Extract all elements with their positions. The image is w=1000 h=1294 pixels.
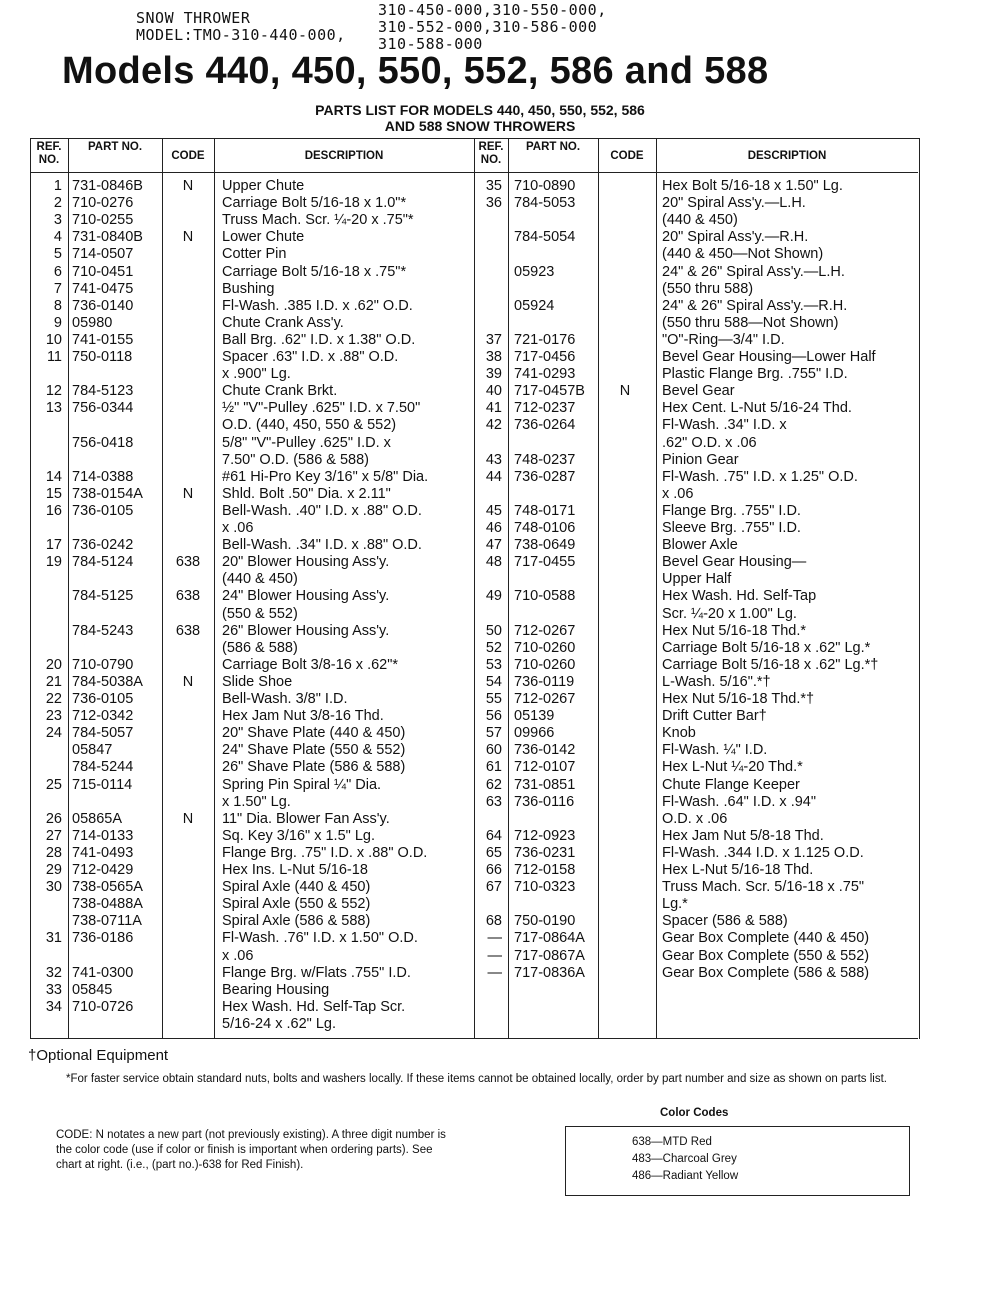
part-number: 784-5123 <box>72 383 134 400</box>
ref-number: 23 <box>45 708 62 725</box>
part-description: Shld. Bolt .50" Dia. x 2.11" <box>222 485 391 502</box>
color-codes-box <box>565 1126 910 1196</box>
part-description: Plastic Flange Brg. .755" I.D. <box>662 366 848 383</box>
part-number: 736-0264 <box>514 417 576 434</box>
ref-number: 15 <box>45 485 62 502</box>
part-number: 736-0142 <box>514 742 576 759</box>
part-description: 5/16-24 x .62" Lg. <box>222 1015 336 1032</box>
part-description: Hex Nut 5/16-18 Thd.* <box>662 622 807 639</box>
ref-number: 27 <box>45 827 62 844</box>
part-number: 738-0154A <box>72 485 143 502</box>
column-divider <box>656 138 657 1038</box>
ref-number: 55 <box>485 691 502 707</box>
part-description: Hex Jam Nut 5/8-18 Thd. <box>662 827 824 844</box>
ref-number: 20 <box>45 656 62 673</box>
part-description: Carriage Bolt 5/16-18 x .62" Lg.* <box>662 639 871 656</box>
part-description: Scr. ¼-20 x 1.00" Lg. <box>662 605 797 622</box>
part-number: 715-0114 <box>72 776 133 793</box>
ref-number: 54 <box>485 673 502 690</box>
ref-number: 64 <box>485 827 502 844</box>
service-footnote: *For faster service obtain standard nuts, bolts and washers locally. If these items cannot be obtained locally, order by part number and size as shown on parts list. <box>66 1073 887 1085</box>
part-description: Fl-Wash. .75" I.D. x 1.25" O.D. <box>662 468 858 485</box>
ref-number: 31 <box>45 930 62 947</box>
part-description: Sleeve Brg. .755" I.D. <box>662 520 801 536</box>
header-part-left: PART NO. <box>87 141 143 153</box>
header-description-left: DESCRIPTION <box>304 150 384 162</box>
ref-number: 24 <box>45 725 62 742</box>
part-number: 748-0106 <box>514 520 576 536</box>
ref-number: 57 <box>485 725 502 742</box>
part-description: (440 & 450—Not Shown) <box>662 246 824 263</box>
part-number: 750-0190 <box>514 913 576 930</box>
ref-number: 48 <box>485 554 502 571</box>
color-code-item: 483—Charcoal Grey <box>632 1153 737 1165</box>
part-description: Ball Brg. .62" I.D. x 1.38" O.D. <box>222 331 416 348</box>
part-description: Pinion Gear <box>662 451 739 468</box>
ref-number: 35 <box>485 178 502 194</box>
ref-number: 36 <box>485 195 502 212</box>
other-models-line-2: 310-552-000,310-586-000 <box>378 18 598 36</box>
header-part-right: PART NO. <box>525 141 581 153</box>
part-number: 784-5124 <box>72 554 134 571</box>
part-description: Bevel Gear <box>662 383 735 400</box>
part-number: 748-0237 <box>514 451 576 468</box>
part-description: Slide Shoe <box>222 673 293 690</box>
part-number: 736-0287 <box>514 468 576 485</box>
part-description: Spiral Axle (586 & 588) <box>222 913 371 930</box>
ref-number: 6 <box>53 263 62 280</box>
part-description: Carriage Bolt 5/16-18 x .62" Lg.*† <box>662 656 879 673</box>
part-number: 784-5054 <box>514 229 576 246</box>
ref-number: 49 <box>485 588 502 605</box>
part-description: Carriage Bolt 5/16-18 x 1.0"* <box>222 195 407 212</box>
part-number: 748-0171 <box>514 502 576 519</box>
snow-thrower-label: SNOW THROWER <box>136 9 251 27</box>
part-number: 750-0118 <box>72 349 133 365</box>
part-number: 712-0342 <box>72 708 134 725</box>
ref-number: 45 <box>485 502 502 519</box>
part-description: Bearing Housing <box>222 981 330 998</box>
part-number: 710-0260 <box>514 639 576 656</box>
part-description: L-Wash. 5/16".*† <box>662 673 771 690</box>
ref-number: 66 <box>485 862 502 878</box>
part-number: 714-0388 <box>72 468 134 485</box>
code-cell: 638 <box>175 554 201 571</box>
part-description: Chute Flange Keeper <box>662 776 800 793</box>
part-description: Chute Crank Ass'y. <box>222 314 344 331</box>
code-cell: N <box>182 229 194 246</box>
part-number: 712-0267 <box>514 691 576 707</box>
part-number: 714-0507 <box>72 246 134 263</box>
ref-number: 11 <box>46 349 62 365</box>
part-description: Flange Brg. .75" I.D. x .88" O.D. <box>222 844 428 861</box>
color-codes-title: Color Codes <box>660 1107 729 1119</box>
part-description: Bell-Wash. .34" I.D. x .88" O.D. <box>222 537 422 554</box>
ref-number: 13 <box>45 400 62 417</box>
part-description: Hex Jam Nut 3/8-16 Thd. <box>222 708 384 725</box>
part-description: Fl-Wash. .76" I.D. x 1.50" O.D. <box>222 930 418 947</box>
part-description: 20" Blower Housing Ass'y. <box>222 554 390 571</box>
part-description: Bushing <box>222 280 275 297</box>
part-number: 738-0711A <box>72 913 142 930</box>
header-rule <box>30 172 918 173</box>
part-description: Bell-Wash. 3/8" I.D. <box>222 691 348 707</box>
part-number: 731-0840B <box>72 229 143 246</box>
part-description: 24" Blower Housing Ass'y. <box>222 588 390 605</box>
ref-number: 52 <box>485 639 502 656</box>
ref-number: 38 <box>485 349 502 365</box>
code-cell: N <box>182 178 194 194</box>
part-description: Gear Box Complete (586 & 588) <box>662 964 870 981</box>
ref-number: 4 <box>53 229 62 246</box>
ref-number: 37 <box>485 331 502 348</box>
part-number: 731-0846B <box>72 178 143 194</box>
part-number: 712-0158 <box>514 862 576 878</box>
part-description: Blower Axle <box>662 537 738 554</box>
part-description: x 1.50" Lg. <box>222 793 291 810</box>
ref-number: 67 <box>485 879 502 896</box>
code-cell: 638 <box>175 588 201 605</box>
ref-number: 65 <box>485 844 502 861</box>
ref-number: 10 <box>45 331 62 348</box>
ref-number: — <box>487 930 502 947</box>
part-number: 05865A <box>72 810 122 827</box>
part-number: 784-5038A <box>72 673 143 690</box>
ref-number: 29 <box>45 862 62 878</box>
part-number: 784-5125 <box>72 588 134 605</box>
part-description: Gear Box Complete (550 & 552) <box>662 947 870 964</box>
part-description: (550 thru 588) <box>662 280 754 297</box>
other-models-line-3: 310-588-000 <box>378 35 483 53</box>
part-description: Hex L-Nut ¼-20 Thd.* <box>662 759 803 776</box>
part-description: x .06 <box>222 520 254 536</box>
part-description: 24" & 26" Spiral Ass'y.—L.H. <box>662 263 845 280</box>
part-description: 20" Spiral Ass'y.—L.H. <box>662 195 806 212</box>
header-description-right: DESCRIPTION <box>747 150 827 162</box>
part-description: 11" Dia. Blower Fan Ass'y. <box>222 810 390 827</box>
part-description: Flange Brg. w/Flats .755" I.D. <box>222 964 411 981</box>
part-description: Hex Wash. Hd. Self-Tap Scr. <box>222 998 406 1015</box>
ref-number: 19 <box>45 554 62 571</box>
part-number: 05923 <box>514 263 555 280</box>
subtitle-line-2: AND 588 SNOW THROWERS <box>384 118 576 134</box>
part-number: 736-0105 <box>72 691 134 707</box>
ref-number: — <box>487 947 502 964</box>
color-code-item: 638—MTD Red <box>632 1136 712 1148</box>
part-number: 05924 <box>514 297 555 314</box>
part-number: 717-0457B <box>514 383 585 400</box>
part-description: x .06 <box>222 947 254 964</box>
part-number: 721-0176 <box>514 331 576 348</box>
column-divider <box>214 138 215 1038</box>
part-number: 05980 <box>72 314 113 331</box>
part-description: Hex Ins. L-Nut 5/16-18 <box>222 862 368 878</box>
part-description: Knob <box>662 725 696 742</box>
part-description: Fl-Wash. .64" I.D. x .94" <box>662 793 816 810</box>
ref-number: 22 <box>45 691 62 707</box>
ref-number: 39 <box>485 366 502 383</box>
part-number: 712-0237 <box>514 400 576 417</box>
part-number: 712-0267 <box>514 622 576 639</box>
part-number: 710-0790 <box>72 656 134 673</box>
table-bottom-rule <box>30 1038 918 1039</box>
ref-number: 5 <box>53 246 62 263</box>
part-description: Upper Half <box>662 571 732 588</box>
ref-number: 8 <box>53 297 62 314</box>
part-number: 710-0323 <box>514 879 576 896</box>
part-number: 736-0231 <box>514 844 576 861</box>
part-number: 741-0493 <box>72 844 134 861</box>
part-description: Sq. Key 3/16" x 1.5" Lg. <box>222 827 375 844</box>
part-description: Spacer .63" I.D. x .88" O.D. <box>222 349 399 365</box>
ref-number: 12 <box>45 383 62 400</box>
part-description: 24" & 26" Spiral Ass'y.—R.H. <box>662 297 848 314</box>
part-number: 736-0140 <box>72 297 134 314</box>
part-number: 756-0344 <box>72 400 134 417</box>
ref-number: — <box>487 964 502 981</box>
part-number: 710-0451 <box>72 263 134 280</box>
part-number: 717-0456 <box>514 349 576 365</box>
ref-number: 41 <box>485 400 502 417</box>
ref-number: 62 <box>485 776 502 793</box>
part-description: Spring Pin Spiral ¼" Dia. <box>222 776 382 793</box>
column-divider <box>598 138 599 1038</box>
ref-number: 60 <box>485 742 502 759</box>
ref-number: 44 <box>485 468 502 485</box>
part-description: O.D. x .06 <box>662 810 728 827</box>
part-number: 710-0276 <box>72 195 134 212</box>
part-number: 736-0116 <box>514 793 575 810</box>
part-description: (440 & 450) <box>222 571 298 588</box>
part-number: 710-0255 <box>72 212 134 229</box>
part-description: Bevel Gear Housing—Lower Half <box>662 349 876 365</box>
part-number: 784-5057 <box>72 725 134 742</box>
part-description: Hex Nut 5/16-18 Thd.*† <box>662 691 815 707</box>
part-description: Fl-Wash. ¼" I.D. <box>662 742 768 759</box>
ref-number: 56 <box>485 708 502 725</box>
part-description: (550 & 552) <box>222 605 298 622</box>
part-number: 784-5243 <box>72 622 134 639</box>
part-number: 712-0923 <box>514 827 576 844</box>
part-number: 741-0155 <box>72 331 134 348</box>
header-code-right: CODE <box>610 150 644 162</box>
part-number: 714-0133 <box>72 827 134 844</box>
part-number: 05139 <box>514 708 555 725</box>
part-description: Fl-Wash. .344 I.D. x 1.125 O.D. <box>662 844 864 861</box>
part-description: x .06 <box>662 485 694 502</box>
column-divider <box>508 138 509 1038</box>
part-number: 710-0260 <box>514 656 576 673</box>
code-cell: N <box>182 810 194 827</box>
part-description: Bell-Wash. .40" I.D. x .88" O.D. <box>222 502 422 519</box>
part-description: 20" Shave Plate (440 & 450) <box>222 725 406 742</box>
part-number: 741-0475 <box>72 280 134 297</box>
code-explanation-note: CODE: N notates a new part (not previously existing). A three digit number is the color code (use if color or finish is important when ordering parts). See chart at right. (i.e., (part no.)-638 for Red Finish). <box>56 1129 446 1171</box>
ref-number: 30 <box>45 879 62 896</box>
ref-number: 25 <box>45 776 62 793</box>
code-cell: N <box>182 673 194 690</box>
ref-number: 53 <box>485 656 502 673</box>
ref-number: 26 <box>45 810 62 827</box>
part-number: 741-0300 <box>72 964 134 981</box>
part-description: Lg.* <box>662 896 688 913</box>
part-description: Spacer (586 & 588) <box>662 913 788 930</box>
ref-number: 68 <box>485 913 502 930</box>
part-description: 20" Spiral Ass'y.—R.H. <box>662 229 809 246</box>
ref-number: 43 <box>485 451 502 468</box>
other-models-line-1: 310-450-000,310-550-000, <box>378 1 607 19</box>
part-description: Hex L-Nut 5/16-18 Thd. <box>662 862 814 878</box>
ref-number: 14 <box>45 468 62 485</box>
part-description: Cotter Pin <box>222 246 287 263</box>
part-description: Fl-Wash. .385 I.D. x .62" O.D. <box>222 297 413 314</box>
part-number: 741-0293 <box>514 366 576 383</box>
ref-number: 61 <box>485 759 502 776</box>
part-number: 710-0726 <box>72 998 134 1015</box>
part-description: #61 Hi-Pro Key 3/16" x 5/8" Dia. <box>222 468 429 485</box>
part-number: 717-0867A <box>514 947 585 964</box>
ref-number: 32 <box>45 964 62 981</box>
part-number: 736-0105 <box>72 502 134 519</box>
part-number: 717-0455 <box>514 554 576 571</box>
part-description: .62" O.D. x .06 <box>662 434 757 451</box>
part-number: 710-0890 <box>514 178 576 194</box>
part-number: 712-0107 <box>514 759 576 776</box>
model-number-label: MODEL:TMO-310-440-000, <box>136 26 346 44</box>
part-number: 717-0864A <box>514 930 585 947</box>
part-description: Lower Chute <box>222 229 305 246</box>
code-cell: 638 <box>175 622 201 639</box>
part-number: 09966 <box>514 725 555 742</box>
part-number: 736-0186 <box>72 930 134 947</box>
part-description: Spiral Axle (440 & 450) <box>222 879 371 896</box>
code-cell: N <box>619 383 631 400</box>
part-description: 7.50" O.D. (586 & 588) <box>222 451 370 468</box>
header-code-left: CODE <box>171 150 205 162</box>
part-number: 738-0565A <box>72 879 143 896</box>
ref-number: 21 <box>45 673 62 690</box>
parts-list-subtitle <box>0 102 960 134</box>
ref-number: 33 <box>45 981 62 998</box>
ref-number: 47 <box>485 537 502 554</box>
ref-number: 34 <box>45 998 62 1015</box>
part-description: Spiral Axle (550 & 552) <box>222 896 371 913</box>
part-description: Hex Bolt 5/16-18 x 1.50" Lg. <box>662 178 843 194</box>
ref-number: 42 <box>485 417 502 434</box>
part-description: 26" Blower Housing Ass'y. <box>222 622 390 639</box>
part-description: 5/8" "V"-Pulley .625" I.D. x <box>222 434 391 451</box>
part-number: 717-0836A <box>514 964 585 981</box>
code-cell: N <box>182 485 194 502</box>
part-description: x .900" Lg. <box>222 366 291 383</box>
part-number: 738-0649 <box>514 537 576 554</box>
part-description: O.D. (440, 450, 550 & 552) <box>222 417 397 434</box>
ref-number: 9 <box>53 314 62 331</box>
part-description: Upper Chute <box>222 178 305 194</box>
part-description: Hex Cent. L-Nut 5/16-24 Thd. <box>662 400 852 417</box>
part-description: Drift Cutter Bar† <box>662 708 767 725</box>
part-description: Truss Mach. Scr. ¼-20 x .75"* <box>222 212 414 229</box>
part-description: ½" "V"-Pulley .625" I.D. x 7.50" <box>222 400 421 417</box>
color-code-item: 486—Radiant Yellow <box>632 1170 739 1182</box>
part-number: 05847 <box>72 742 113 759</box>
part-number: 731-0851 <box>514 776 576 793</box>
ref-number: 7 <box>53 280 62 297</box>
part-description: (440 & 450) <box>662 212 738 229</box>
optional-equipment-note: †Optional Equipment <box>28 1047 169 1064</box>
part-number: 712-0429 <box>72 862 134 878</box>
part-number: 784-5244 <box>72 759 134 776</box>
ref-number: 63 <box>485 793 502 810</box>
part-number: 784-5053 <box>514 195 576 212</box>
part-description: (586 & 588) <box>222 639 298 656</box>
part-description: Carriage Bolt 5/16-18 x .75"* <box>222 263 407 280</box>
ref-number: 3 <box>53 212 62 229</box>
header-ref-right: REF. NO. <box>478 141 504 166</box>
part-description: 26" Shave Plate (586 & 588) <box>222 759 406 776</box>
column-divider <box>162 138 163 1038</box>
part-description: (550 thru 588—Not Shown) <box>662 314 839 331</box>
part-description: 24" Shave Plate (550 & 552) <box>222 742 406 759</box>
page-title: Models 440, 450, 550, 552, 586 and 588 <box>62 50 769 92</box>
part-description: Carriage Bolt 3/8-16 x .62"* <box>222 656 399 673</box>
part-description: Truss Mach. Scr. 5/16-18 x .75" <box>662 879 865 896</box>
part-number: 736-0119 <box>514 673 575 690</box>
part-description: Hex Wash. Hd. Self-Tap <box>662 588 817 605</box>
part-description: Gear Box Complete (440 & 450) <box>662 930 870 947</box>
part-number: 05845 <box>72 981 113 998</box>
part-number: 738-0488A <box>72 896 143 913</box>
ref-number: 46 <box>485 520 502 536</box>
part-number: 756-0418 <box>72 434 134 451</box>
ref-number: 16 <box>45 502 62 519</box>
subtitle-line-1: PARTS LIST FOR MODELS 440, 450, 550, 552, 586 <box>315 102 645 118</box>
ref-number: 2 <box>53 195 62 212</box>
part-description: "O"-Ring—3/4" I.D. <box>662 331 785 348</box>
part-description: Chute Crank Brkt. <box>222 383 338 400</box>
part-number: 736-0242 <box>72 537 134 554</box>
ref-number: 50 <box>485 622 502 639</box>
part-number: 710-0588 <box>514 588 576 605</box>
ref-number: 28 <box>45 844 62 861</box>
part-description: Fl-Wash. .34" I.D. x <box>662 417 787 434</box>
part-description: Bevel Gear Housing— <box>662 554 807 571</box>
ref-number: 1 <box>53 178 62 194</box>
column-divider <box>68 138 69 1038</box>
ref-number: 40 <box>485 383 502 400</box>
header-ref-left: REF. NO. <box>36 141 62 166</box>
part-description: Flange Brg. .755" I.D. <box>662 502 801 519</box>
ref-number: 17 <box>45 537 62 554</box>
